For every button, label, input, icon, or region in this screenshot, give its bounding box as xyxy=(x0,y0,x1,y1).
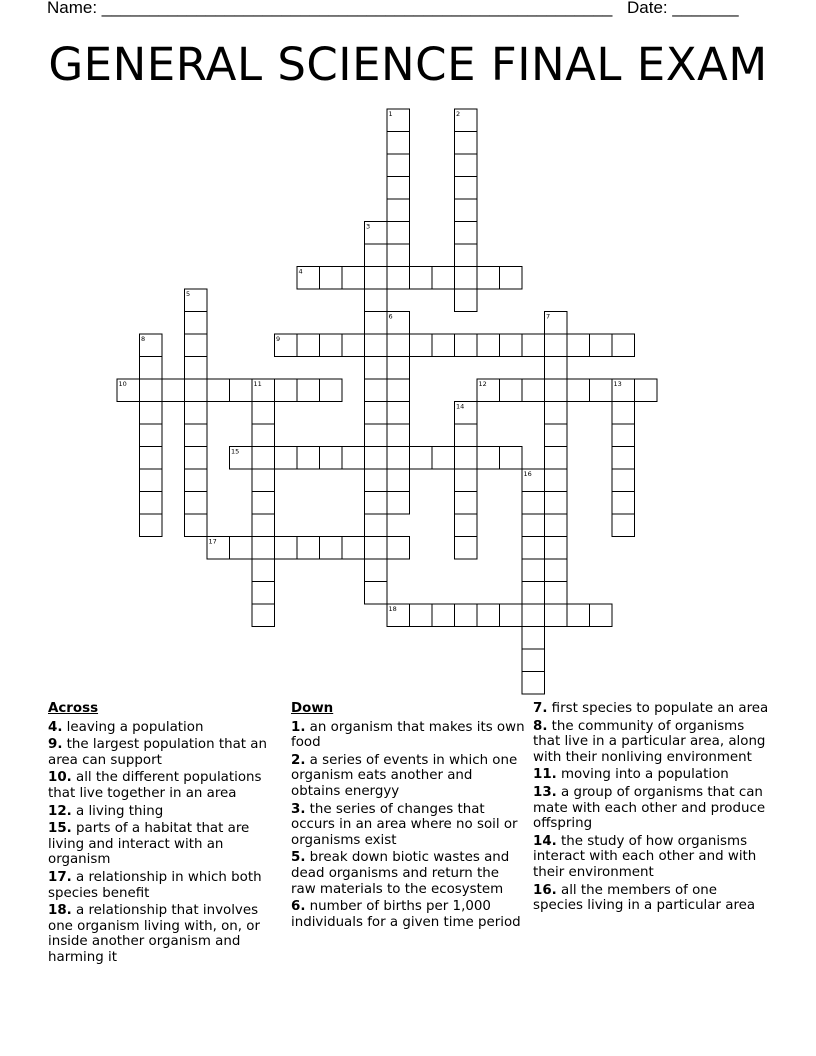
clue-text: a series of events in which one organism eats another and obtains energyy xyxy=(291,752,518,799)
crossword-cell[interactable] xyxy=(365,514,388,537)
crossword-cell[interactable] xyxy=(185,312,208,335)
clue-text: all the members of one species living in a particular area xyxy=(533,882,756,914)
cell-number: 15 xyxy=(231,447,240,456)
clue-number: 10. xyxy=(48,770,72,786)
crossword-cell[interactable] xyxy=(342,267,365,290)
crossword-cell[interactable] xyxy=(275,379,298,402)
crossword-cell[interactable] xyxy=(185,334,208,357)
crossword-cell[interactable] xyxy=(567,334,590,357)
crossword-cell[interactable] xyxy=(297,447,320,470)
crossword-cell[interactable] xyxy=(455,244,478,267)
crossword-cell[interactable] xyxy=(140,447,163,470)
crossword-cell[interactable] xyxy=(252,537,275,560)
cell-number: 8 xyxy=(141,335,146,343)
crossword-cell[interactable] xyxy=(455,154,478,177)
crossword-cell[interactable] xyxy=(387,154,410,177)
crossword-cell[interactable] xyxy=(140,469,163,492)
crossword-cell[interactable] xyxy=(365,334,388,357)
crossword-cell[interactable] xyxy=(477,334,500,357)
crossword-cell[interactable] xyxy=(387,222,410,245)
cell-number: 2 xyxy=(456,110,461,118)
crossword-cell[interactable] xyxy=(612,424,635,447)
crossword-cell[interactable] xyxy=(545,469,568,492)
cell-number: 1 xyxy=(388,110,393,118)
crossword-cell[interactable] xyxy=(455,604,478,627)
clue-down-1 xyxy=(291,720,525,751)
crossword-cell[interactable] xyxy=(387,357,410,380)
crossword-cell[interactable] xyxy=(522,334,545,357)
clue-across-12 xyxy=(48,804,282,820)
crossword-cell[interactable] xyxy=(545,357,568,380)
crossword-cell[interactable] xyxy=(185,492,208,515)
crossword-cell[interactable] xyxy=(252,559,275,582)
crossword-cell[interactable] xyxy=(455,514,478,537)
clue-text: the series of changes that occurs in an area where no soil or organisms exist xyxy=(291,801,518,848)
crossword-cell[interactable] xyxy=(320,334,343,357)
crossword-cell[interactable] xyxy=(545,447,568,470)
crossword-cell[interactable] xyxy=(455,177,478,200)
crossword-cell[interactable] xyxy=(320,447,343,470)
cell-number: 14 xyxy=(456,402,465,411)
clue-text: a relationship in which both species benefit xyxy=(48,869,262,901)
clue-across-15 xyxy=(48,821,282,868)
clue-down-2 xyxy=(291,753,525,800)
cell-number: 16 xyxy=(523,470,532,478)
crossword-cell[interactable] xyxy=(455,424,478,447)
clue-across-10 xyxy=(48,770,282,801)
crossword-cell[interactable] xyxy=(612,492,635,515)
clue-down-3 xyxy=(291,802,525,849)
down-clues-continued xyxy=(533,701,771,916)
crossword-cell[interactable] xyxy=(297,379,320,402)
clue-text: break down biotic wastes and dead organisms and return the raw materials to the ecosystem xyxy=(291,850,510,897)
clue-text: moving into a population xyxy=(561,767,729,783)
clue-number: 12. xyxy=(48,803,72,819)
crossword-cell[interactable] xyxy=(590,334,613,357)
crossword-cell[interactable] xyxy=(185,469,208,492)
crossword-cell[interactable] xyxy=(387,469,410,492)
crossword-cell[interactable] xyxy=(590,379,613,402)
crossword-cell[interactable] xyxy=(365,469,388,492)
clue-text: an organism that makes its own food xyxy=(291,719,525,751)
clue-text: a relationship that involves one organism living with, on, or inside another organism and harming it xyxy=(48,903,260,965)
crossword-cell[interactable] xyxy=(387,334,410,357)
crossword-cell[interactable] xyxy=(432,604,455,627)
crossword-cell[interactable] xyxy=(252,424,275,447)
date-field-label: Date: _______ xyxy=(627,0,739,17)
crossword-cell[interactable] xyxy=(477,447,500,470)
crossword-cell[interactable] xyxy=(387,132,410,155)
crossword-cell[interactable] xyxy=(342,537,365,560)
crossword-cell[interactable] xyxy=(545,334,568,357)
crossword-cell[interactable] xyxy=(297,537,320,560)
crossword-cell[interactable] xyxy=(185,424,208,447)
across-clues xyxy=(48,701,282,968)
crossword-cell[interactable] xyxy=(612,447,635,470)
crossword-cell[interactable] xyxy=(387,244,410,267)
clue-number: 14. xyxy=(533,833,557,849)
clue-down-7 xyxy=(533,701,771,717)
clue-number: 11. xyxy=(533,767,557,783)
crossword-cell[interactable] xyxy=(320,379,343,402)
cell-number: 11 xyxy=(253,380,262,388)
clue-number: 7. xyxy=(533,701,548,716)
crossword-cell[interactable] xyxy=(477,267,500,290)
crossword-cell[interactable] xyxy=(387,177,410,200)
crossword-cell[interactable] xyxy=(185,379,208,402)
crossword-cell[interactable] xyxy=(365,492,388,515)
crossword-cell[interactable] xyxy=(635,379,658,402)
crossword-cell[interactable] xyxy=(522,672,545,695)
crossword-cell[interactable] xyxy=(387,447,410,470)
crossword-cell[interactable] xyxy=(432,334,455,357)
clue-across-18 xyxy=(48,903,282,965)
cell-number: 12 xyxy=(478,380,487,388)
clue-text: parts of a habitat that are living and interact with an organism xyxy=(48,821,250,868)
clue-number: 13. xyxy=(533,784,557,800)
crossword-cell[interactable] xyxy=(140,424,163,447)
crossword-cell[interactable] xyxy=(545,492,568,515)
clue-text: a group of organisms that can mate with each other and produce offspring xyxy=(533,784,766,832)
clue-text: number of births per 1,000 individuals for a given time period xyxy=(291,899,521,930)
crossword-cell[interactable] xyxy=(230,537,253,560)
crossword-cell[interactable] xyxy=(455,267,478,290)
clue-down-16 xyxy=(533,883,771,914)
crossword-cell[interactable] xyxy=(387,537,410,560)
crossword-cell[interactable] xyxy=(185,402,208,425)
crossword-cell[interactable] xyxy=(140,492,163,515)
crossword-cell[interactable] xyxy=(455,222,478,245)
crossword-cell[interactable] xyxy=(387,402,410,425)
crossword-cell[interactable] xyxy=(432,447,455,470)
clue-across-4 xyxy=(48,720,282,736)
crossword-cell[interactable] xyxy=(365,379,388,402)
clue-number: 5. xyxy=(291,850,306,866)
crossword-cell[interactable] xyxy=(455,492,478,515)
crossword-cell[interactable] xyxy=(612,334,635,357)
clue-number: 1. xyxy=(291,719,306,735)
crossword-cell[interactable] xyxy=(320,267,343,290)
clue-number: 8. xyxy=(533,718,548,734)
crossword-cell[interactable] xyxy=(500,334,523,357)
crossword-cell[interactable] xyxy=(612,514,635,537)
crossword-cell[interactable] xyxy=(522,514,545,537)
crossword-cell[interactable] xyxy=(522,627,545,650)
crossword-cell[interactable] xyxy=(207,379,230,402)
clue-text: the largest population that an area can support xyxy=(48,737,267,768)
crossword-cell[interactable] xyxy=(545,379,568,402)
clue-down-14 xyxy=(533,834,771,881)
clue-number: 15. xyxy=(48,821,72,837)
clue-text: leaving a population xyxy=(66,719,204,735)
cell-number: 13 xyxy=(613,380,622,388)
clue-text: all the different populations that live together in an area xyxy=(48,770,262,801)
crossword-cell[interactable] xyxy=(140,379,163,402)
clue-text: the study of how organisms interact with each other and with their environment xyxy=(533,833,757,880)
clue-across-17 xyxy=(48,870,282,901)
crossword-cell[interactable] xyxy=(545,514,568,537)
cell-number: 7 xyxy=(546,312,551,321)
crossword-cell[interactable] xyxy=(410,447,433,470)
clue-number: 18. xyxy=(48,903,72,919)
crossword-cell[interactable] xyxy=(455,469,478,492)
crossword-cell[interactable] xyxy=(252,447,275,470)
cell-number: 10 xyxy=(118,380,127,388)
crossword-cell[interactable] xyxy=(365,537,388,560)
crossword-cell[interactable] xyxy=(545,559,568,582)
crossword-cell[interactable] xyxy=(612,402,635,425)
crossword-cell[interactable] xyxy=(365,402,388,425)
crossword-cell[interactable] xyxy=(185,447,208,470)
down-heading: Down xyxy=(291,701,334,716)
crossword-cell[interactable] xyxy=(410,334,433,357)
crossword-cell[interactable] xyxy=(455,199,478,222)
down-clues xyxy=(291,701,525,932)
clue-number: 4. xyxy=(48,719,63,735)
clue-text: the community of organisms that live in a particular area, along with their nonliving environment xyxy=(533,718,766,765)
cell-number: 17 xyxy=(208,537,217,546)
crossword-cell[interactable] xyxy=(387,492,410,515)
clue-text: a living thing xyxy=(76,803,164,819)
crossword-cell[interactable] xyxy=(522,649,545,672)
crossword-cell[interactable] xyxy=(140,402,163,425)
crossword-cell[interactable] xyxy=(162,379,185,402)
cell-number: 4 xyxy=(298,267,303,276)
crossword-cell[interactable] xyxy=(522,379,545,402)
clue-down-6 xyxy=(291,899,525,930)
cell-number: 6 xyxy=(388,312,393,321)
crossword-cell[interactable] xyxy=(365,357,388,380)
crossword-cell[interactable] xyxy=(275,447,298,470)
crossword-cell[interactable] xyxy=(365,559,388,582)
crossword-cell[interactable] xyxy=(567,604,590,627)
crossword-cell[interactable] xyxy=(230,379,253,402)
crossword-cell[interactable] xyxy=(522,582,545,605)
crossword-cell[interactable] xyxy=(365,289,388,312)
crossword-cell[interactable] xyxy=(365,447,388,470)
crossword-cell[interactable] xyxy=(455,132,478,155)
clue-across-9 xyxy=(48,737,282,768)
clue-number: 3. xyxy=(291,801,306,817)
crossword-cell[interactable] xyxy=(365,267,388,290)
crossword-cell[interactable] xyxy=(522,559,545,582)
crossword-cell[interactable] xyxy=(252,402,275,425)
crossword-cell[interactable] xyxy=(185,357,208,380)
crossword-cell[interactable] xyxy=(500,379,523,402)
crossword-cell[interactable] xyxy=(432,267,455,290)
clue-number: 16. xyxy=(533,882,557,898)
crossword-cell[interactable] xyxy=(185,514,208,537)
crossword-cell[interactable] xyxy=(522,492,545,515)
crossword-cell[interactable] xyxy=(365,312,388,335)
clue-down-5 xyxy=(291,850,525,897)
crossword-cell[interactable] xyxy=(252,469,275,492)
crossword-cell[interactable] xyxy=(500,267,523,290)
cell-number: 9 xyxy=(276,335,281,343)
clue-down-13 xyxy=(533,785,771,832)
page-title: GENERAL SCIENCE FINAL EXAM xyxy=(48,38,768,91)
crossword-cell[interactable] xyxy=(522,604,545,627)
crossword-cell[interactable] xyxy=(545,537,568,560)
crossword-cell[interactable] xyxy=(590,604,613,627)
crossword-cell[interactable] xyxy=(500,447,523,470)
crossword-cell[interactable] xyxy=(567,379,590,402)
crossword-cell[interactable] xyxy=(140,514,163,537)
crossword-cell[interactable] xyxy=(387,424,410,447)
clue-text: first species to populate an area xyxy=(551,701,769,716)
crossword-cell[interactable] xyxy=(252,514,275,537)
crossword-cell[interactable] xyxy=(252,604,275,627)
crossword-cell[interactable] xyxy=(545,424,568,447)
crossword-cell[interactable] xyxy=(477,604,500,627)
crossword-cell[interactable] xyxy=(545,582,568,605)
crossword-cell[interactable] xyxy=(455,537,478,560)
crossword-cell[interactable] xyxy=(365,244,388,267)
crossword-cell[interactable] xyxy=(297,334,320,357)
clue-number: 17. xyxy=(48,869,72,885)
clue-down-8 xyxy=(533,719,771,766)
across-heading: Across xyxy=(48,701,99,716)
crossword-cell[interactable] xyxy=(545,402,568,425)
crossword-cell[interactable] xyxy=(387,379,410,402)
crossword-cell[interactable] xyxy=(522,537,545,560)
crossword-cell[interactable] xyxy=(387,199,410,222)
crossword-cell[interactable] xyxy=(320,537,343,560)
name-field-label: Name: ______________________________________________________ xyxy=(47,0,613,17)
crossword-cell[interactable] xyxy=(365,582,388,605)
clue-down-11 xyxy=(533,767,771,783)
crossword-cell[interactable] xyxy=(342,334,365,357)
crossword-cell[interactable] xyxy=(455,334,478,357)
crossword-cell[interactable] xyxy=(545,604,568,627)
crossword-cell[interactable] xyxy=(612,469,635,492)
cell-number: 3 xyxy=(366,222,371,231)
crossword-cell[interactable] xyxy=(455,447,478,470)
crossword-cell[interactable] xyxy=(410,267,433,290)
crossword-cell[interactable] xyxy=(275,537,298,560)
crossword-cell[interactable] xyxy=(342,447,365,470)
crossword-cell[interactable] xyxy=(387,267,410,290)
clue-number: 6. xyxy=(291,899,306,915)
clue-number: 9. xyxy=(48,737,63,753)
clue-number: 2. xyxy=(291,752,306,768)
cell-number: 18 xyxy=(388,605,397,613)
crossword-cell[interactable] xyxy=(455,289,478,312)
crossword-cell[interactable] xyxy=(252,492,275,515)
crossword-cell[interactable] xyxy=(410,604,433,627)
cell-number: 5 xyxy=(186,290,191,298)
crossword-cell[interactable] xyxy=(365,424,388,447)
crossword-cell[interactable] xyxy=(500,604,523,627)
crossword-cell[interactable] xyxy=(252,582,275,605)
crossword-cell[interactable] xyxy=(140,357,163,380)
